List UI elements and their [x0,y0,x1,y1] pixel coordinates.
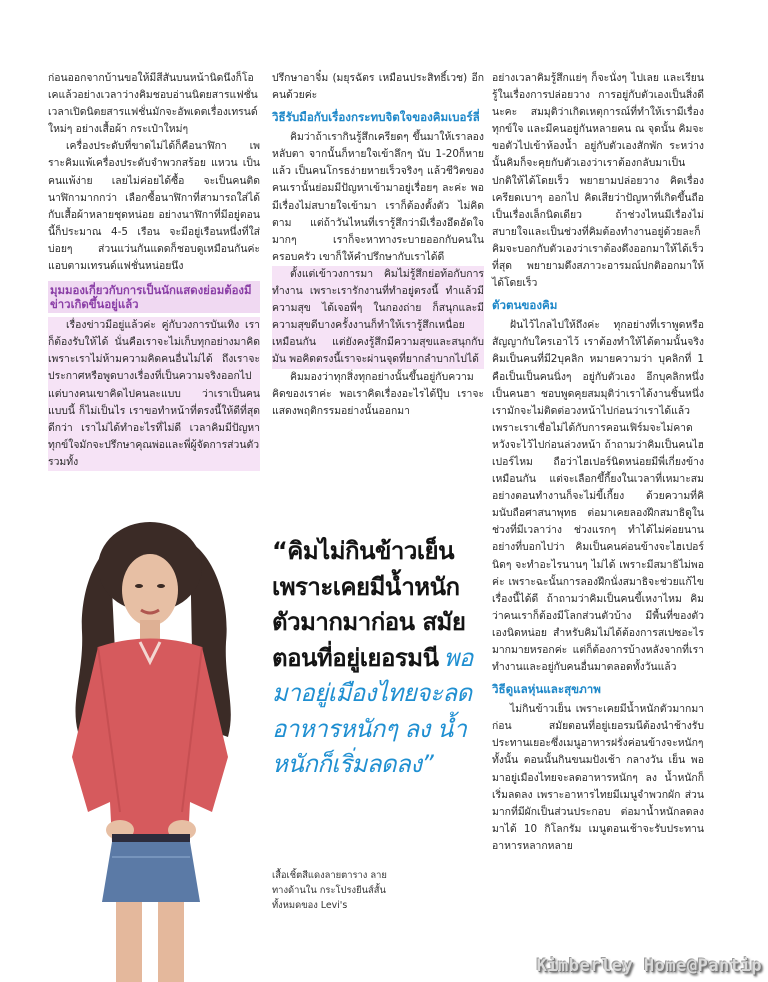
section-heading-coping: วิธีรับมือกับเรื่องกระทบจิตใจของคิมเบอร์ลี่ [272,110,480,125]
pull-quote-blue-text: พอมาอยู่เมืองไทยจะลดอาหารหนักๆ ลง น้ำหนักก็เริ่มลดลง” [272,643,473,778]
section-heading-actor-perspective: มุมมองเกี่ยวกับการเป็นนักแสดงย่อมต้องมีข่าวเกิดขึ้นอยู่แล้ว [48,281,260,313]
right-intro-paragraph-1: อย่างเวลาคิมรู้สึกแย่ๆ ก็จะนั่งๆ ไปเลย และเรียนรู้ในเรื่องการปล่อยวาง การอยู่กับตัวเองเป็นสิ่งดีนะคะ สมมุติว่าเกิดเหตุการณ์ที่ทำให้เรามีเรื่องทุกข์ใจ และมีคนอยู่กันหลายคน ณ จุดนั้น คิมจะขอตัวไปเข้าห้องน้ำ อยู่กับตัวเองสักพัก ระหว่างนั้นคิมก็จะคุยกับตัวเองว่าเราต้องกลับมาเป็นปกติให้ได้โดยเร็ว พยายามปล่อยวาง คิดเรื่องเครียดเบาๆ ออกไป คิดเสียว่าปัญหาที่เกิดขึ้นถือเป็นเรื่องเล็กนิดเดียว ถ้าช่วงไหนมีเรื่องไม่สบายใจและเป็นช่วงที่คิมต้องทำงานอยู่ด้วยละก็ คิมจะบอกกับตัวเองว่าเราต้องดึงออกมาให้ได้เร็วที่สุด พยายามดึงสภาวะอารมณ์ปกติออกมาให้ได้โดยเร็ว [492,72,704,290]
left-column [48,70,260,471]
middle-section-paragraph-3: คิมมองว่าทุกสิ่งทุกอย่างนั้นขึ้นอยู่กับความคิดของเราค่ะ พอเราคิดเรื่องอะไรได้ปุ๊บ เราจะแสดงพฤติกรรมอย่างนั้นออกมา [272,370,484,417]
right-section2-paragraph-1: ไม่กินข้าวเย็น เพราะเคยมีน้ำหนักตัวมากมาก่อน สมัยตอนที่อยู่เยอรมนีต้องนำช้างรับประทานเยอะซึ่งเมนูอาหารฝรั่งค่อนข้างจะหนักๆ ทั้งนั้น ตอนนั้นกินขนมปังเช้า กลางวัน เย็น พอมาอยู่เมืองไทยจะลดอาหารหนักๆ ลง น้ำหนักก็เริ่มลดลง เพราะอาหารไทยมีเมนูจำพวกผัก ส่วนมากที่มีผักเป็นส่วนประกอบ ต่อมาน้ำหนักลดลงมาได้ 10 กิโลกรัม เมนูตอนเช้าจะรับประทานอาหารหลากหลาย [492,703,704,852]
middle-section-paragraph-2: ตั้งแต่เข้าวงการมา คิมไม่รู้สึกย่อท้อกับการทำงาน เพราะเรารักงานที่ทำอยู่ตรงนี้ ทำแล้วมีความสุข ได้เจอพี่ๆ ในกองถ่าย ก็สนุกและมีความสุขดีบางครั้งงานก็ทำให้เรารู้สึกเหนื่อยเหมือนกัน แต่ยังคงรู้สึกมีความสุขและสนุกกับมัน พอคิดตรงนี้เราจะผ่านจุดที่ยากลำบากไปได้ [272,266,484,369]
middle-column [272,70,484,420]
pull-quote [272,534,482,783]
right-column [492,70,704,855]
photo-caption: เสื้อเชิ้ตสีแดงลายตาราง ลายทางด้านใน กระโปรงยีนส์สั้น ทั้งหมดของ Levi's [272,870,387,912]
section-heading-health: วิธีดูแลหุ่นและสุขภาพ [492,682,601,697]
watermark: Kimberley Home@Pantip [536,956,762,976]
left-section1-paragraph-1: เรื่องข่าวมีอยู่แล้วค่ะ คู่กับวงการบันเทิง เราก็ต้องรับให้ได้ นั่นคือเราจะไม่เก็บทุกอย่างมาคิด เพราะเราไม่ห้ามความคิดคนอื่นไม่ได้ ถึงเราจะประกาศหรือพูดบางเรื่องที่เป็นความจริงออกไป แต่บางคนเขาคิดไปคนละแบบ ว่าเราเป็นคนแบบนี้ ก็ไม่เป็นไร เราขอทำหน้าที่ตรงนี้ให้ดีที่สุดดีกว่า เราไม่ได้ทำอะไรที่ไม่ดี เวลาคิมมีปัญหาทุกข์ใจมักจะปรึกษาคุณพ่อและพี่ผู้จัดการส่วนตัว รวมทั้ง [48,317,260,471]
section-heading-identity: ตัวตนของคิม [492,298,558,313]
model-photo [40,512,262,982]
middle-intro-paragraph-1: ปรึกษาอาจิ๋ม (มยุรฉัตร เหมือนประสิทธิ์เวช) อีกคนด้วยค่ะ [272,72,484,102]
middle-section-paragraph-1: คิมว่าถ้าเรากินรู้สึกเครียดๆ ขึ้นมาให้เราลองหลับตา จากนั้นก็หายใจเข้าลึกๆ นับ 1-20ก็หายแล้ว เป็นคนโกรธง่ายหายเร็วจริงๆ แล้วชีวิตของคนเรานั้นย่อมมีปัญหาเข้ามาอยู่เรื่อยๆ ละค่ะ พอมีเรื่องไม่สบายใจเข้ามา เราก็ต้องตั้งตัว ไม่คิดตาม แต่ถ้าวันไหนที่เรารู้สึกว่ามีเรื่องอึดอัดใจมากๆ เราก็จะหาทางระบายออกกับคนในครอบครัว เขาก็ให้คำปรึกษากับเราได้ดี [272,131,484,263]
right-section1-paragraph-1: ฝันไว้ไกลไปให้ถึงค่ะ ทุกอย่างที่เราพูดหรือสัญญากับใครเอาไว้ เราต้องทำให้ได้ตามนั้นจริง คิมเป็นคนที่มี2บุคลิก หมายความว่า บุคลิกที่ 1 คือเป็นเป็นคนนิ่งๆ อยู่กับตัวเอง อีกบุคลิกหนึ่งเป็นคนฮา ชอบพูดคุยสมมุติว่าเราได้งานชิ้นหนึ่ง เรามักจะไม่ติดต่อวงหน้าไปก่อนว่าเราได้แล้ว เพราะเราเชื่อไม่ได้กับการคอนเฟิร์มจะไม่คาดหวังจะไว้ไปก่อนล่วงหน้า ถ้าถามว่าคิมเป็นคนไฮเปอร์ไหม ถือว่าไฮเปอร์นิดหน่อยมีพี่เกี่ยงข้างเหมือนกัน แต่จะเลือกขึ้กี้ยงในเวลาที่เหมาะสม อย่างตอนทำงานก็จะไม่ขี้เกี้ยง ด้วยความที่คิมนับถือศาสนาพุทธ ต่อมาเคยลองฝึกสมาธิดูในช่วงที่มีเวลาว่าง ช่วงแรกๆ ทำได้ไม่ค่อยนาน อย่างที่บอกไปว่า คิมเป็นคนค่อนข้างจะไฮเปอร์นิดๆ จะทำอะไรนานๆ ไม่ได้ เพราะมีสมาธิไม่พอค่ะ เพราะฉะนั้นการลองฝึกนั่งสมาธิจะช่วยแก้ไขเรื่องนี้ได้ดี ถ้าถามว่าคิมเป็นคนขี้เหงาไหม คิมว่าคนเราก็ต้องมีโลกส่วนตัวบ้าง มีพื้นที่ของตัวเองนิดหน่อย สำหรับคิมไม่ได้ต้องการสเปซอะไรมากมายหรอกค่ะ แต่ก็ต้องการบ้างหลังจากที่เราทำงานและอยู่กับคนอื่นมาตลอดทั้งวันแล้ว [492,319,704,674]
red-shirt-shape [72,639,228,843]
denim-skirt-shape [102,842,200,902]
pull-quote-black-text: “คิมไม่กินข้าวเย็น เพราะเคยมีน้ำหนักตัวมากมาก่อน สมัยตอนที่อยู่เยอรมนี [272,537,466,672]
left-intro-paragraph-2: เครื่องประดับที่ขาดไม่ได้ก็คือนาฬิกา เพราะคิมแพ้เครื่องประดับจำพวกสร้อย แหวน เป็นคนแพ้ง่าย เลยไม่ค่อยได้ซื้อ จะเป็นคนติดนาฬิกามากกว่า เลือกซื้อนาฬิกาที่สามารถใส่ได้กับเสื้อผ้าหลายชุดหน่อย อย่างนาฬิกาที่มีอยู่ตอนนี้ก็ประมาณ 4-5 เรือน จะมีอยู่เรือนหนึ่งที่ใส่บ่อยๆ ส่วนแว่นกันแดดก็ชอบดูเหมือนกันค่ะ แอบตามเทรนด์แฟชั่นหน่อยนึง [48,140,260,273]
face-shape [122,554,178,626]
left-intro-paragraph-1: ก่อนออกจากบ้านขอให้มีสีสันบนหน้านิดนึงก็โอเคแล้วอย่างเวลาว่างคิมชอบอ่านนิตยสารแฟชั่น เวลาเปิดนิตยสารแฟชั่นมักจะอัพเดตเรื่องเทรนด์ใหม่ๆ อย่างเสื้อผ้า กระเป๋าใหม่ๆ [48,72,258,136]
